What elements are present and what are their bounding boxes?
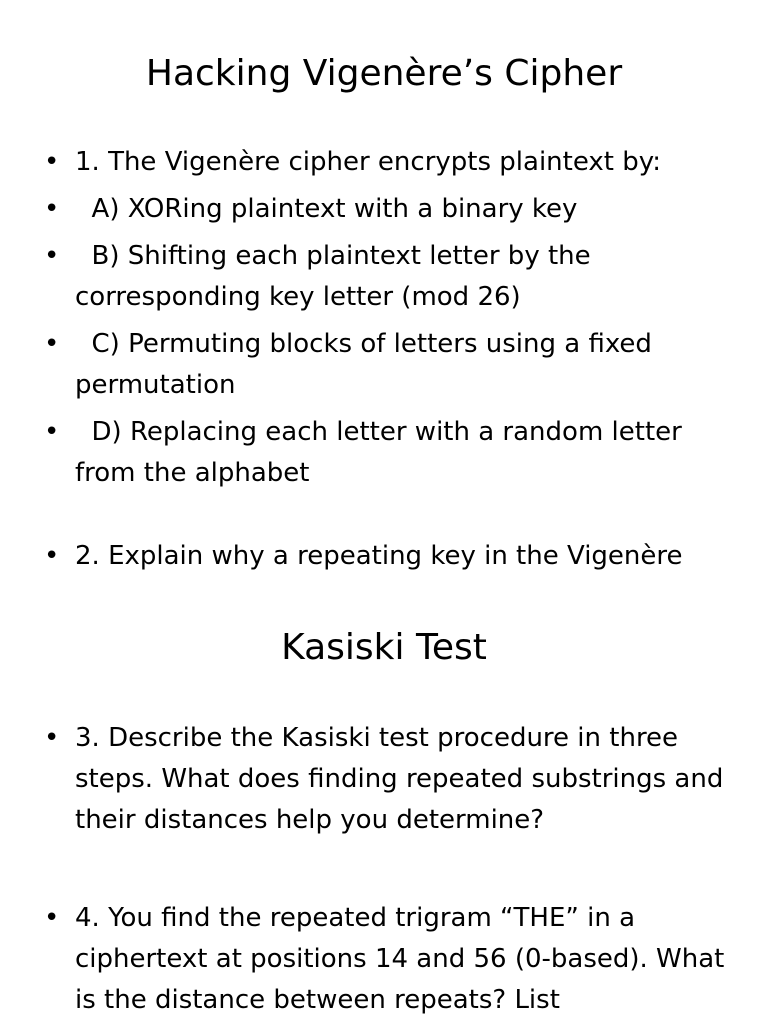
bullet-question-4: • 4. You find the repeated trigram “THE” in a ciphertext at positions 14 and 56 (0-based). What is the distance between repeats? List	[0, 898, 768, 1021]
bullet-list	[0, 718, 768, 1024]
bullet-option-a: • A) XORing plaintext with a binary key	[0, 189, 768, 230]
bullet-question-1: • 1. The Vigenère cipher encrypts plaintext by:	[0, 142, 768, 183]
bullet-list	[0, 142, 768, 576]
bullet-option-c: • C) Permuting blocks of letters using a fixed permutation	[0, 324, 768, 406]
slide-kasiski	[0, 576, 768, 1024]
slide-title: Hacking Vigenère’s Cipher	[145, 53, 623, 94]
bullet-question-2: • 2. Explain why a repeating key in the Vigenère	[0, 536, 768, 576]
bullet-option-b: • B) Shifting each plaintext letter by the corresponding key letter (mod 26)	[0, 236, 768, 318]
bullet-question-3: • 3. Describe the Kasiski test procedure in three steps. What does finding repeated substrings and their distances help you determine?	[0, 718, 768, 841]
bullet-option-d: • D) Replacing each letter with a random letter from the alphabet	[0, 412, 768, 494]
slide-title: Kasiski Test	[281, 627, 487, 668]
